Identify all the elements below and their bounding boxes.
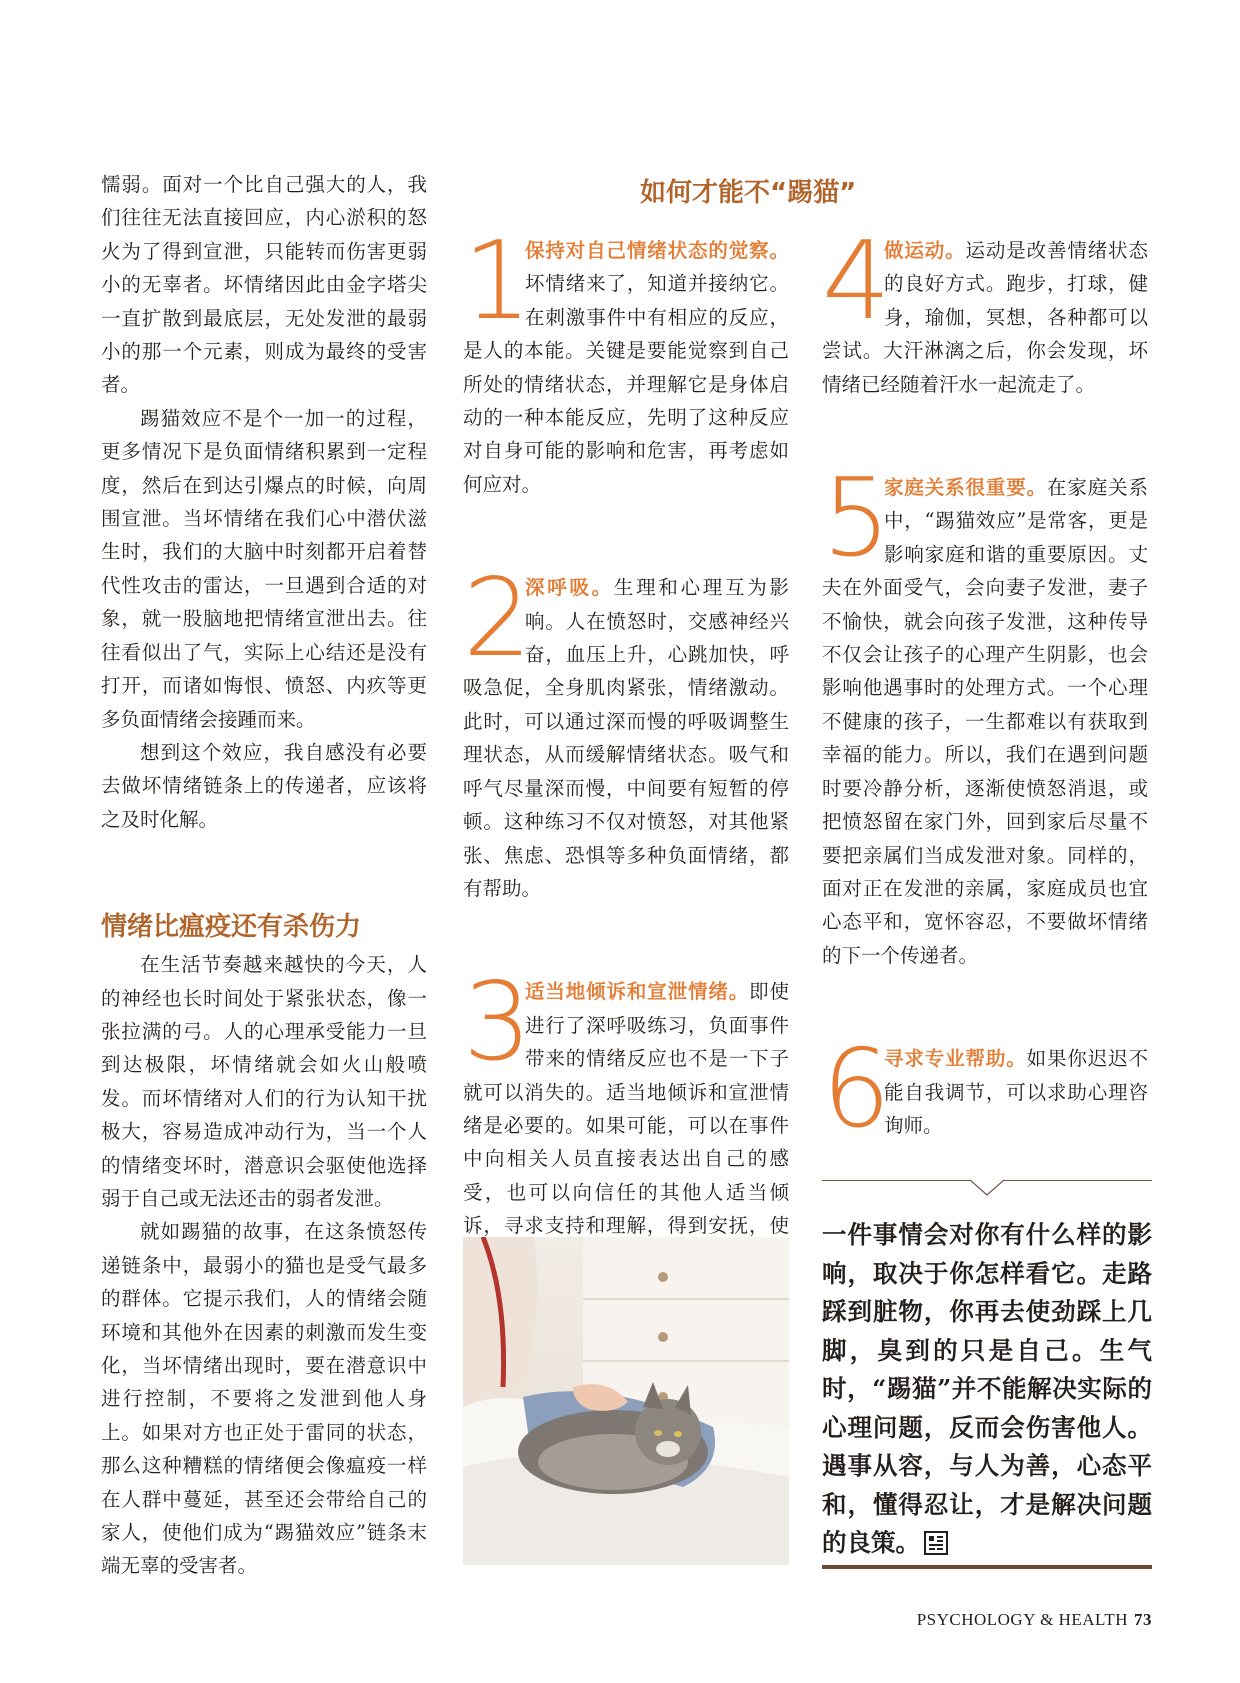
magazine-name: PSYCHOLOGY & HEALTH bbox=[916, 1610, 1128, 1629]
paragraph: 懦弱。面对一个比自己强大的人，我们往往无法直接回应，内心淤积的怒火为了得到宣泄，只能转而伤害更弱小的无辜者。坏情绪因此由金字塔尖一直扩散到最底层，无处发泄的最弱小的那一个元素，则成为最终的受害者。 bbox=[101, 173, 427, 397]
left-column bbox=[101, 168, 427, 1583]
tip-number: 6 bbox=[822, 1027, 891, 1153]
tip-heading: 深呼吸。 bbox=[525, 576, 614, 600]
quote-body: 一件事情会对你有什么样的影响，取决于你怎样看它。走路踩到脏物，你再去使劲踩上几脚，臭到的只是自己。生气时，“踢猫”并不能解决实际的心理问题，反而会伤害他人。遇事从容，与人为善，心态平和，懂得忍让，才是解决问题的良策。 bbox=[822, 1220, 1152, 1557]
page-number: 73 bbox=[1134, 1610, 1152, 1629]
tip-body: 如果你迟迟不能自我调节，可以求助心理咨询师。 bbox=[884, 1047, 1148, 1137]
quote-text bbox=[822, 1216, 1152, 1563]
tip-heading: 家庭关系很重要。 bbox=[884, 476, 1047, 500]
tip-number: 2 bbox=[463, 556, 532, 682]
tip-body: 运动是改善情绪状态的良好方式。跑步，打球，健身，瑜伽，冥想，各种都可以尝试。大汗淋漓之后，你会发现，坏情绪已经随着汗水一起流走了。 bbox=[822, 239, 1148, 396]
paragraph: 踢猫效应不是个一加一的过程，更多情况下是负面情绪积累到一定程度，然后在到达引爆点的时候，向周围宣泄。当坏情绪在我们心中潜伏滋生时，我们的大脑中时刻都开启着替代性攻击的雷达，一旦遇到合适的对象，就一股脑地把情绪宣泄出去。往往看似出了气，实际上心结还是没有打开，而诸如悔恨、愤怒、内疚等更多负面情绪会接踵而来。 bbox=[101, 406, 427, 731]
photo-illustration bbox=[463, 1237, 789, 1565]
right-column bbox=[822, 219, 1148, 1212]
paragraph: 就如踢猫的故事，在这条愤怒传递链条中，最弱小的猫也是受气最多的群体。它提示我们，人的情绪会随环境和其他外在因素的刺激而发生变化，当坏情绪出现时，要在潜意识中进行控制，不要将之发泄到他人身上。如果对方也正处于雷同的状态，那么这种糟糕的情绪便会像瘟疫一样在人群中蔓延，甚至还会带给自己的家人，使他们成为“踢猫效应”链条末端无辜的受害者。 bbox=[101, 1220, 427, 1578]
cat-on-lap-photo bbox=[463, 1237, 789, 1565]
tip-number: 3 bbox=[463, 960, 532, 1086]
divider bbox=[822, 1565, 1152, 1569]
tip-5 bbox=[822, 456, 1148, 972]
tip-body: 坏情绪来了，知道并接纳它。在刺激事件中有相应的反应，是人的本能。关键是要能觉察到自己所处的情绪状态，并理解它是身体启动的一种本能反应，先明了这种反应对自身可能的影响和危害，再考虑如何应对。 bbox=[463, 272, 789, 496]
tip-heading: 寻求专业帮助。 bbox=[884, 1047, 1027, 1071]
tip-heading: 做运动。 bbox=[884, 239, 966, 262]
tip-4 bbox=[822, 219, 1148, 401]
seal-stamp-icon bbox=[924, 1531, 948, 1555]
tip-number: 4 bbox=[822, 219, 891, 344]
tip-body: 即使进行了深呼吸练习，负面事件带来的情绪反应也不是一下子就可以消失的。适当地倾诉和宣泄情绪是必要的。如果可能，可以在事件中向相关人员直接表达出自己的感受，也可以向信任的其他人适当倾诉，寻求支持和理解，得到安抚，使 bbox=[463, 980, 789, 1238]
paragraph: 在生活节奏越来越快的今天，人的神经也长时间处于紧张状态，像一张拉满的弓。人的心理承受能力一旦到达极限，坏情绪就会如火山般喷发。而坏情绪对人们的行为认知干扰极大，容易造成冲动行为，当一个人的情绪变坏时，潜意识会驱使他选择弱于自己或无法还击的弱者发泄。 bbox=[101, 953, 427, 1210]
chevron-down-icon bbox=[970, 1179, 1004, 1197]
tip-body: 在家庭关系中，“踢猫效应”是常客，更是影响家庭和谐的重要原因。丈夫在外面受气，会向妻子发泄，妻子不愉快，就会向孩子发泄，这种传导不仅会让孩子的心理产生阴影，也会影响他遇事时的处理方式。一个心理不健康的孩子，一生都难以有获取到幸福的能力。所以，我们在遇到问题时要冷静分析，逐渐使愤怒消退，或把愤怒留在家门外，回到家后尽量不要把亲属们当成发泄对象。同样的，面对正在发泄的亲属，家庭成员也宜心态平和，宽怀容忍，不要做坏情绪的下一个传递者。 bbox=[822, 476, 1148, 967]
tip-number: 1 bbox=[463, 219, 532, 344]
section-title: 情绪比瘟疫还有杀伤力 bbox=[101, 912, 362, 943]
tips-title: 如何才能不“踢猫” bbox=[640, 178, 857, 208]
middle-column bbox=[463, 219, 789, 1379]
tip-2 bbox=[463, 556, 789, 905]
paragraph: 想到这个效应，我自感没有必要去做坏情绪链条上的传递者，应该将之及时化解。 bbox=[101, 740, 427, 831]
tip-1 bbox=[463, 219, 789, 501]
tip-number: 5 bbox=[822, 456, 891, 582]
tip-body: 生理和心理互为影响。人在愤怒时，交感神经兴奋，血压上升，心跳加快，呼吸急促，全身肌肉紧张，情绪激动。此时，可以通过深而慢的呼吸调整生理状态，从而缓解情绪状态。吸气和呼气尽量深而慢，中间要有短暂的停顿。这种练习不仅对愤怒，对其他紧张、焦虑、恐惧等多种负面情绪，都有帮助。 bbox=[463, 576, 789, 900]
page-footer bbox=[917, 1610, 1152, 1630]
tip-6 bbox=[822, 1027, 1148, 1153]
tip-heading: 保持对自己情绪状态的觉察。 bbox=[525, 239, 789, 262]
tip-heading: 适当地倾诉和宣泄情绪。 bbox=[525, 980, 750, 1004]
